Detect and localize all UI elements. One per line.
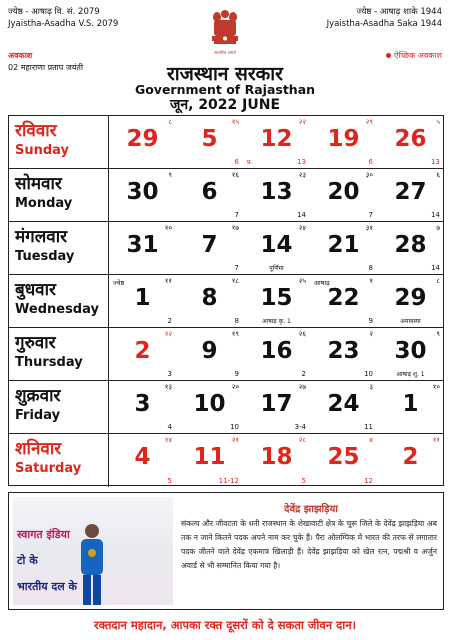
nakshatra-number: 6 [368,158,373,166]
date-cell [377,169,444,221]
day-name-english: Monday [15,196,73,211]
date-number: 3 [134,391,151,417]
date-cell [109,116,176,168]
tithi-number: ७ [436,224,440,232]
tithi-number: २२ [298,118,306,126]
date-number: 10 [193,391,226,417]
photo-banner-line: टो के [17,554,38,567]
title-hindi: राजस्थान सरकार [167,63,283,85]
date-number: 15 [260,285,293,311]
date-note: अमावस्या [400,318,421,325]
date-number: 12 [260,126,293,152]
biography-text: संकल्प और जीवटता के धनी राजस्थान के शेखावाटी क्षेत्र के चूरू जिले के देवेंद्र झाझड़िया अब तक न जाने कितने पदक अपने नाम कर चुके हैं। पैरा ओलम्पिक में भारत की तरफ से लगातार पदक जीतने वाले देवेंद्र एकमात्र खिलाड़ी हैं। देवेंद्र झाझड़िया को खेल रत्न, पद्मश्री व अर्जुन अवार्ड से भी सम्मानित किया गया है। [181,519,437,570]
tithi-number: १० [432,383,440,391]
tithi-number: ३० [365,171,373,179]
date-number: 9 [201,338,218,364]
tithi-number: ११ [164,277,172,285]
tithi-number: २८ [298,436,306,444]
day-name-hindi: शुक्रवार [15,386,61,406]
date-cell [310,275,377,327]
holiday-label: अवकाश [8,51,33,60]
date-number: 23 [327,338,360,364]
vikram-samvat-english: Jyaistha-Asadha V.S. 2079 [8,19,119,29]
nakshatra-number: 14 [431,264,440,272]
date-cell [377,381,444,433]
header-right [327,6,442,30]
tithi-number: २७ [298,383,306,391]
saka-hindi: ज्येष्ठ - आषाढ़ शाके 1944 [356,7,442,17]
date-cell [176,381,243,433]
date-cell [176,222,243,274]
nakshatra-number: 3 [167,370,172,378]
tithi-number: २६ [298,330,306,338]
date-cell [243,328,310,380]
date-cell [109,434,176,487]
tithi-number: २१ [231,436,239,444]
date-cell [310,169,377,221]
tithi-number: २४ [298,224,306,232]
nakshatra-number: 9 [368,317,373,325]
tithi-number: ३ [369,383,373,391]
tithi-number: २ [369,330,373,338]
tithi-number: १८ [231,277,239,285]
date-cell [377,434,444,487]
date-number: 30 [126,179,159,205]
photo-banner-line: भारतीय दल के [17,580,77,593]
date-cell [310,328,377,380]
month-marker: ज्येष्ठ [113,279,125,287]
date-cell [176,116,243,168]
date-number: 6 [201,179,218,205]
day-name-hindi: बुधवार [15,280,56,300]
month-marker: आषाढ़ [314,279,330,287]
date-cell [243,169,310,221]
date-cell [243,275,310,327]
date-number: 21 [327,232,360,258]
tithi-number: २३ [298,171,306,179]
date-cell [377,275,444,327]
nakshatra-number: 8 [234,317,239,325]
tithi-number: २० [231,383,239,391]
biography-panel [8,492,444,610]
nakshatra-number: 4 [167,423,172,431]
day-name-english: Wednesday [15,302,99,317]
date-number: 29 [394,285,427,311]
date-number: 5 [201,126,218,152]
tithi-number: ९ [168,171,172,179]
vikram-samvat-hindi: ज्येष्ठ - आषाढ़ वि. सं. 2079 [8,7,100,17]
date-cell [377,116,444,168]
date-cell [176,328,243,380]
date-number: 31 [126,232,159,258]
tithi-number: १७ [231,224,239,232]
date-note: आषाढ़ कृ. 1 [262,318,291,325]
nakshatra-number: 5 [301,477,306,485]
tithi-number: ३१ [365,224,373,232]
nakshatra-number: 14 [297,211,306,219]
date-number: 29 [126,126,159,152]
day-name-english: Thursday [15,355,83,370]
date-number: 4 [134,444,151,470]
date-cell [243,381,310,433]
holiday-entry: 02 महाराणा प्रताप जयंती [8,63,84,72]
footer-slogan: रक्तदान महादान, आपका रक्त दूसरों को दे सकता जीवन दान। [94,618,356,632]
tithi-number: २९ [365,118,373,126]
nakshatra-number: 6 [234,158,239,166]
date-number: 1 [134,285,151,311]
date-note: पूर्णिमा [269,265,284,272]
emblem-motto: सत्यमेव जयते [213,51,237,56]
date-cell [109,328,176,380]
optional-holiday-label: ऐच्छिक अवकाश [394,51,442,60]
date-number: 14 [260,232,293,258]
athlete-photo [13,497,173,605]
tithi-number: १ [369,277,373,285]
nakshatra-number: 14 [431,211,440,219]
day-name-hindi: गुरुवार [15,333,56,353]
nakshatra-number: 8 [368,264,373,272]
date-number: 25 [327,444,360,470]
day-name [9,169,109,221]
date-number: 20 [327,179,360,205]
date-annotation: प्र. [247,158,253,166]
date-number: 19 [327,126,360,152]
date-cell [310,116,377,168]
saka-english: Jyaistha-Asadha Saka 1944 [326,19,442,29]
nakshatra-number: 13 [297,158,306,166]
tithi-number: ५ [436,118,440,126]
date-cell [109,169,176,221]
nakshatra-number: 13 [431,158,440,166]
date-cell [243,116,310,168]
tithi-number: १२ [164,330,172,338]
nakshatra-number: 7 [234,211,239,219]
day-name [9,116,109,168]
tithi-number: १९ [231,330,239,338]
tithi-number: ८ [436,277,440,285]
tithi-number: १३ [164,383,172,391]
day-name [9,328,109,380]
date-number: 1 [402,391,419,417]
week-row [9,275,443,328]
day-name-hindi: सोमवार [15,174,62,194]
calendar-grid [8,115,444,486]
date-cell [176,169,243,221]
tithi-number: २५ [298,277,306,285]
date-cell [176,275,243,327]
date-cell [310,222,377,274]
date-cell [310,434,377,487]
header-left [8,6,118,30]
state-emblem-icon [208,8,242,60]
day-name [9,381,109,433]
date-number: 2 [134,338,151,364]
date-number: 26 [394,126,427,152]
biography-title: देवेंद्र झाझड़िया [284,504,338,515]
day-name-hindi: रविवार [15,121,57,141]
date-number: 16 [260,338,293,364]
nakshatra-number: 9 [234,370,239,378]
nakshatra-number: 7 [368,211,373,219]
date-number: 8 [201,285,218,311]
nakshatra-number: 2 [301,370,306,378]
bullet-icon [386,53,391,58]
day-name-hindi: शनिवार [15,439,62,459]
tithi-number: ९ [436,330,440,338]
week-row [9,169,443,222]
date-number: 27 [394,179,427,205]
day-name-english: Friday [15,408,61,423]
date-number: 24 [327,391,360,417]
nakshatra-number: 7 [234,264,239,272]
date-cell [109,275,176,327]
date-cell [243,434,310,487]
week-row [9,434,443,487]
athlete-figure-icon [75,521,109,605]
tithi-number: ४ [369,436,373,444]
date-cell [109,222,176,274]
tithi-number: ६ [436,171,440,179]
day-name [9,222,109,274]
date-cell [243,222,310,274]
nakshatra-number: 2 [167,317,172,325]
date-number: 28 [394,232,427,258]
nakshatra-number: 10 [364,370,373,378]
date-number: 17 [260,391,293,417]
tithi-number: ११ [432,436,440,444]
date-number: 13 [260,179,293,205]
tithi-number: १० [164,224,172,232]
week-row [9,328,443,381]
week-row [9,222,443,275]
date-number: 7 [201,232,218,258]
date-cell [109,381,176,433]
tithi-number: १५ [231,118,239,126]
nakshatra-number: 3-4 [294,423,306,431]
day-name-english: Saturday [15,461,82,476]
week-row [9,116,443,169]
date-number: 18 [260,444,293,470]
date-number: 11 [193,444,226,470]
date-cell [377,222,444,274]
tithi-number: १६ [231,171,239,179]
day-name [9,434,109,487]
date-cell [377,328,444,380]
title-english: Government of Rajasthan [134,82,316,97]
day-name-english: Tuesday [15,249,75,264]
nakshatra-number: 11 [364,423,373,431]
day-name [9,275,109,327]
month-title: जून, 2022 JUNE [169,97,281,113]
date-number: 30 [394,338,427,364]
date-cell [310,381,377,433]
date-cell [176,434,243,487]
tithi-number: ८ [168,118,172,126]
week-row [9,381,443,434]
nakshatra-number: 11-12 [218,477,239,485]
nakshatra-number: 12 [364,477,373,485]
tithi-number: १४ [164,436,172,444]
nakshatra-number: 5 [167,477,172,485]
date-number: 2 [402,444,419,470]
nakshatra-number: 10 [230,423,239,431]
date-note: आषाढ़ शु. 1 [396,371,425,378]
date-number: 22 [327,285,360,311]
day-name-hindi: मंगलवार [15,227,68,247]
day-name-english: Sunday [15,143,70,158]
photo-banner-line: स्वागत इंडिया [17,528,70,541]
